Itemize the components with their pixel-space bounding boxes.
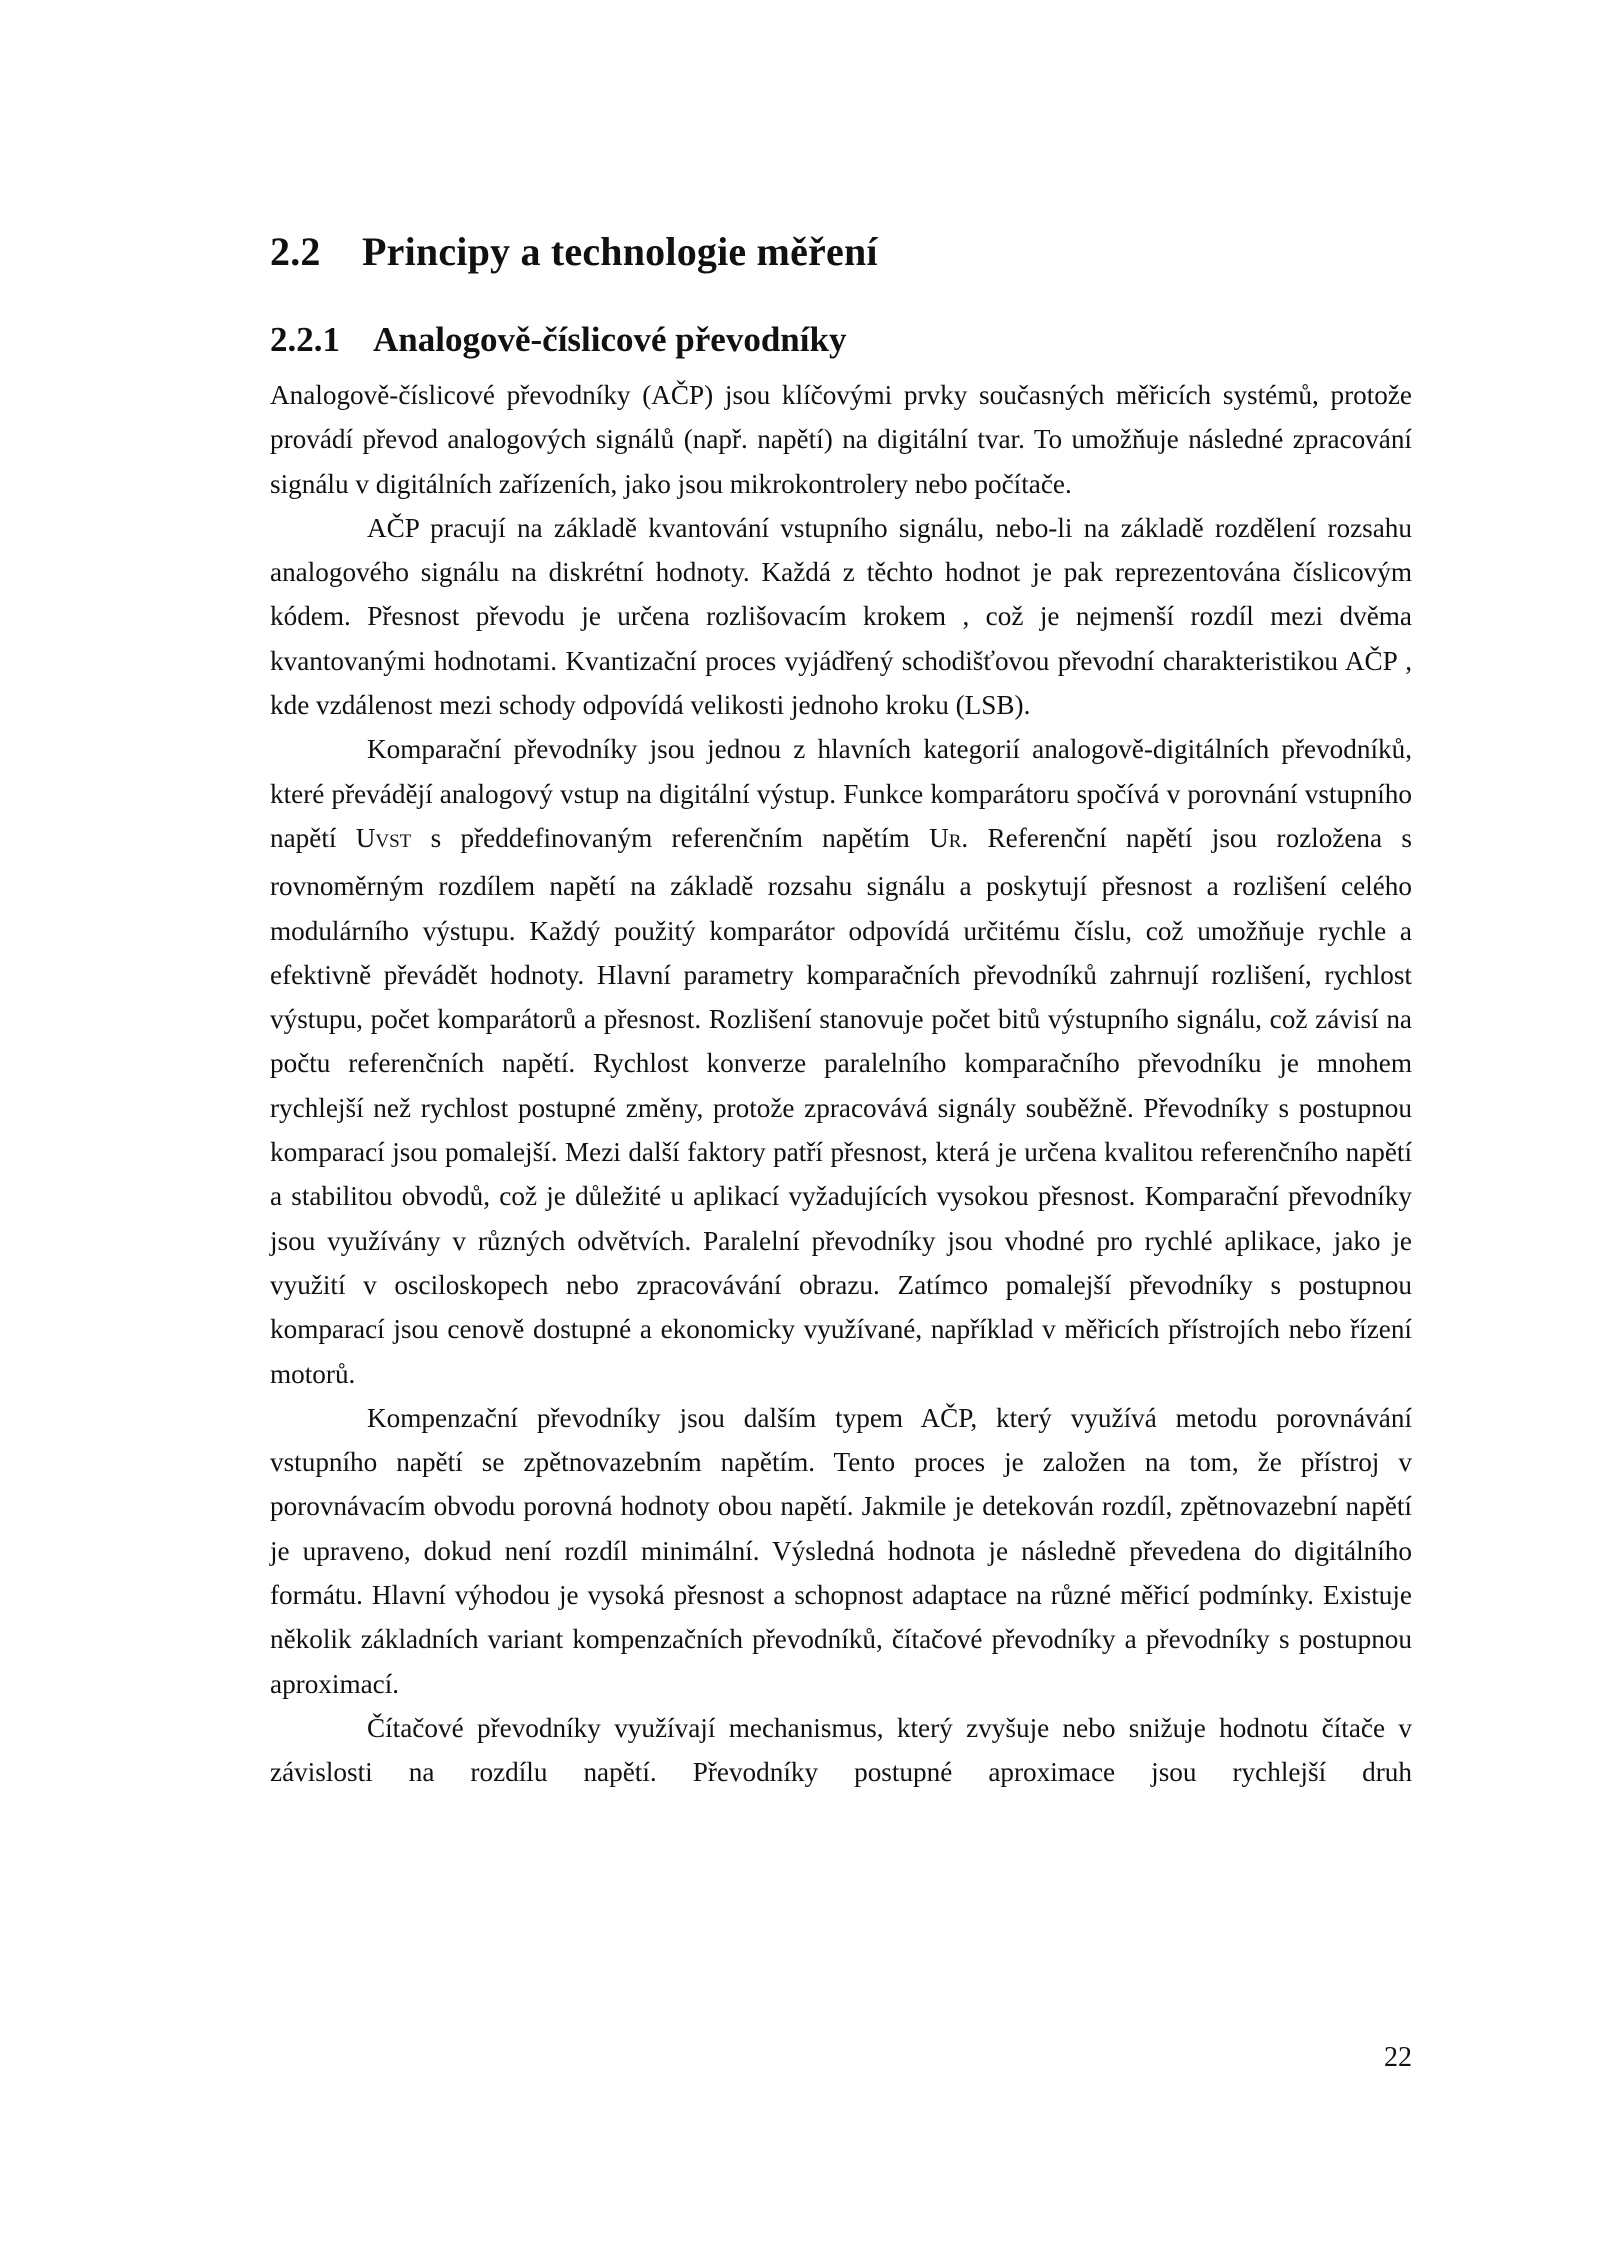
subscript-vst: VST [375, 830, 412, 852]
section-number: 2.2 [270, 229, 321, 274]
subscript-r: R [948, 830, 962, 852]
paragraph-text-segment: . Referenční napětí jsou rozložena s rovnoměrným rozdílem napětí na základě rozsahu signálu a poskytují přesnost a rozlišení celého modulárního výstupu. Každý použitý komparátor odpovídá určitému číslu, což umožňuje rychle a efektivně převádět hodnoty. Hlavní parametry komparačních převodníků zahrnují rozlišení, rychlost výstupu, počet komparátorů a přesnost. Rozlišení stanovuje počet bitů výstupního signálu, což závisí na počtu referenčních napětí. Rychlost konverze paralelního komparačního převodníku je mnohem rychlejší než rychlost postupné změny, protože zpracovává signály souběžně. Převodníky s postupnou komparací jsou pomalejší. Mezi další faktory patří přesnost, která je určena kvalitou referenčního napětí a stabilitou obvodů, což je důležité u aplikací vyžadujících vysokou přesnost. Komparační převodníky jsou využívány v různých odvětvích. Paralelní převodníky jsou vhodné pro rychlé aplikace, jako je využití v osciloskopech nebo zpracovávání obrazu. Zatímco pomalejší převodníky s postupnou komparací jsou cenově dostupné a ekonomicky využívané, například v měřicích přístrojích nebo řízení motorů. [270, 822, 1412, 1389]
subsection-title: Analogově-číslicové převodníky [373, 320, 847, 359]
paragraph-comparison-converters [270, 727, 1412, 1395]
section-title: Principy a technologie měření [362, 229, 878, 274]
page-number: 22 [1384, 2042, 1412, 2073]
paragraph-text-segment: s předdefinovaným referenčním napětím U [411, 822, 949, 853]
subsection-number: 2.2.1 [270, 320, 340, 359]
paragraph-counter-converters: Čítačové převodníky využívají mechanismus, který zvyšuje nebo snižuje hodnotu čítače v závislosti na rozdílu napětí. Převodníky postupné aproximace jsou rychlejší druh [270, 1712, 1412, 1788]
paragraph-compensation-converters: Kompenzační převodníky jsou dalším typem AČP, který využívá metodu porovnávání vstupního napětí se zpětnovazebním napětím. Tento proces je založen na tom, že přístroj v porovnávacím obvodu porovná hodnoty obou napětí. Jakmile je detekován rozdíl, zpětnovazební napětí je upraveno, dokud není rozdíl minimální. Výsledná hodnota je následně převedena do digitálního formátu. Hlavní výhodou je vysoká přesnost a schopnost adaptace na různé měřicí podmínky. Existuje několik základních variant kompenzačních převodníků, čítačové převodníky a převodníky s postupnou aproximací. [270, 1402, 1412, 1699]
subsection-heading [270, 320, 846, 360]
paragraph-text-segment: Komparační převodníky jsou jednou z hlavních kategorií analogově-digitálních převodníků, které převádějí analogový vstup na digitální výstup. Funkce komparátoru spočívá v porovnání vstupního napětí U [270, 734, 1412, 853]
paragraph-quantization: AČP pracují na základě kvantování vstupního signálu, nebo-li na základě rozdělení rozsahu analogového signálu na diskrétní hodnoty. Každá z těchto hodnot je pak reprezentována číslicovým kódem. Přesnost převodu je určena rozlišovacím krokem , což je nejmenší rozdíl mezi dvěma kvantovanými hodnotami. Kvantizační proces vyjádřený schodišťovou převodní charakteristikou AČP , kde vzdálenost mezi schody odpovídá velikosti jednoho kroku (LSB). [270, 512, 1412, 721]
body-text [270, 373, 1412, 1795]
paragraph-intro: Analogově-číslicové převodníky (AČP) jsou klíčovými prvky současných měřicích systémů, protože provádí převod analogových signálů (např. napětí) na digitální tvar. To umožňuje následné zpracování signálu v digitálních zařízeních, jako jsou mikrokontrolery nebo počítače. [270, 380, 1412, 499]
section-heading [270, 228, 878, 275]
